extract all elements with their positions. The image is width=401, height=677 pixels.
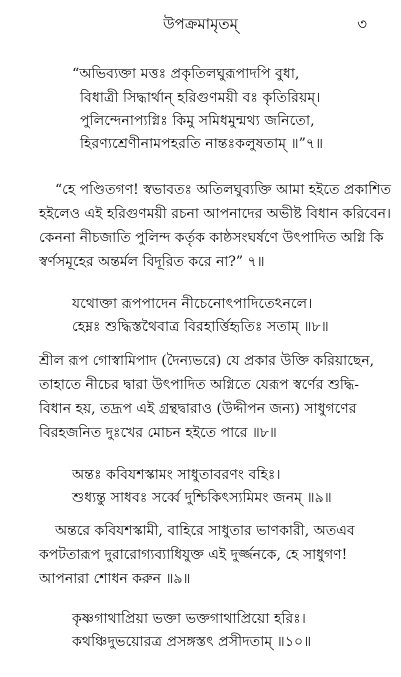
translation-line: বিরহজনিত দুঃখের মোচন হইতে পারে ॥৮॥ (39, 425, 277, 441)
verse-line: পুলিন্দেনাপ্যগ্নিঃ কিমু সমিধমুন্মথ্য জনিতো, (80, 113, 315, 129)
page-number: ৩ (357, 15, 367, 33)
verse-line: শুধ্যন্তু সাধবঃ সর্ব্বে দুশ্চিকিৎস্যমিমং জনম্ ॥৯॥ (72, 490, 332, 506)
verse-line: কৃষ্ণগাথাপ্রিয়া ভক্তা ভক্তগাথাপ্রিয়ো হরিঃ। (72, 611, 306, 627)
verse-line: বিধাত্রী সিদ্ধার্থান্ হরিগুণময়ী বঃ কৃতিরিয়ম্। (80, 90, 321, 106)
verse-line: কথঞ্চিদুভয়োরত্র প্রসঙ্গস্তৎ প্রসীদতাম্ ॥১০॥ (72, 634, 312, 650)
translation-line: বিধান হয়, তদ্রূপ এই গ্রন্থদ্বারাও (উদ্দীপন জন্য) সাধুগণের (39, 401, 357, 417)
verse-line: হেম্নঃ শুদ্ধিস্তথৈবাত্র বিরহার্ত্তিহৃতিঃ সতাম্ ॥৮॥ (72, 319, 329, 335)
translation-line: “হে পণ্ডিতগণ! স্বভাবতঃ অতিলঘুব্যক্তি আমা হইতে প্রকাশিত (55, 182, 392, 198)
verse-line: যথোক্তা রূপপাদেন নীচেনোৎপাদিতেঽনলে। (72, 296, 313, 312)
page-title: উপক্রমামৃতম্ (163, 15, 238, 33)
translation-line: তাহাতে নীচের দ্বারা উৎপাদিত অগ্নিতে যেরূপ স্বর্ণের শুদ্ধি- (39, 377, 359, 393)
verse-line: “অভিব্যক্তা মত্তঃ প্রকৃতিলঘুরূপাদপি বুধা, (72, 66, 300, 82)
translation-line: আপনারা শোধন করুন ॥৯॥ (39, 571, 191, 587)
translation-line: কপটতারূপ দুরারোগ্যব্যাধিযুক্ত এই দুর্জ্জনকে, হে সাধুগণ! (39, 547, 348, 563)
translation-line: শ্রীল রূপ গোস্বামিপাদ (দৈন্যভরে) যে প্রকার উক্তি করিয়াছেন, (39, 353, 375, 369)
translation-line: অন্তরে কবিযশস্কামী, বাহিরে সাধুতার ভাণকারী, অতএব (55, 523, 355, 539)
translation-line: স্বর্ণসমূহের অন্তর্মল বিদূরিত করে না?” ৭॥ (39, 254, 265, 270)
verse-line: অন্তঃ কবিযশস্কামং সাধুতাবরণং বহিঃ। (72, 467, 281, 483)
translation-line: হইলেও এই হরিগুণময়ী রচনা আপনাদের অভীষ্ট বিধান করিবেন। (39, 206, 391, 222)
translation-line: কেননা নীচজাতি পুলিন্দ কর্তৃক কাষ্ঠসংঘর্ষণে উৎপাদিত অগ্নি কি (39, 230, 384, 246)
verse-line: হিরণ্যশ্রেণীনামপহরতি নান্তঃকলুষতাম্ ॥”৭॥ (80, 136, 324, 152)
